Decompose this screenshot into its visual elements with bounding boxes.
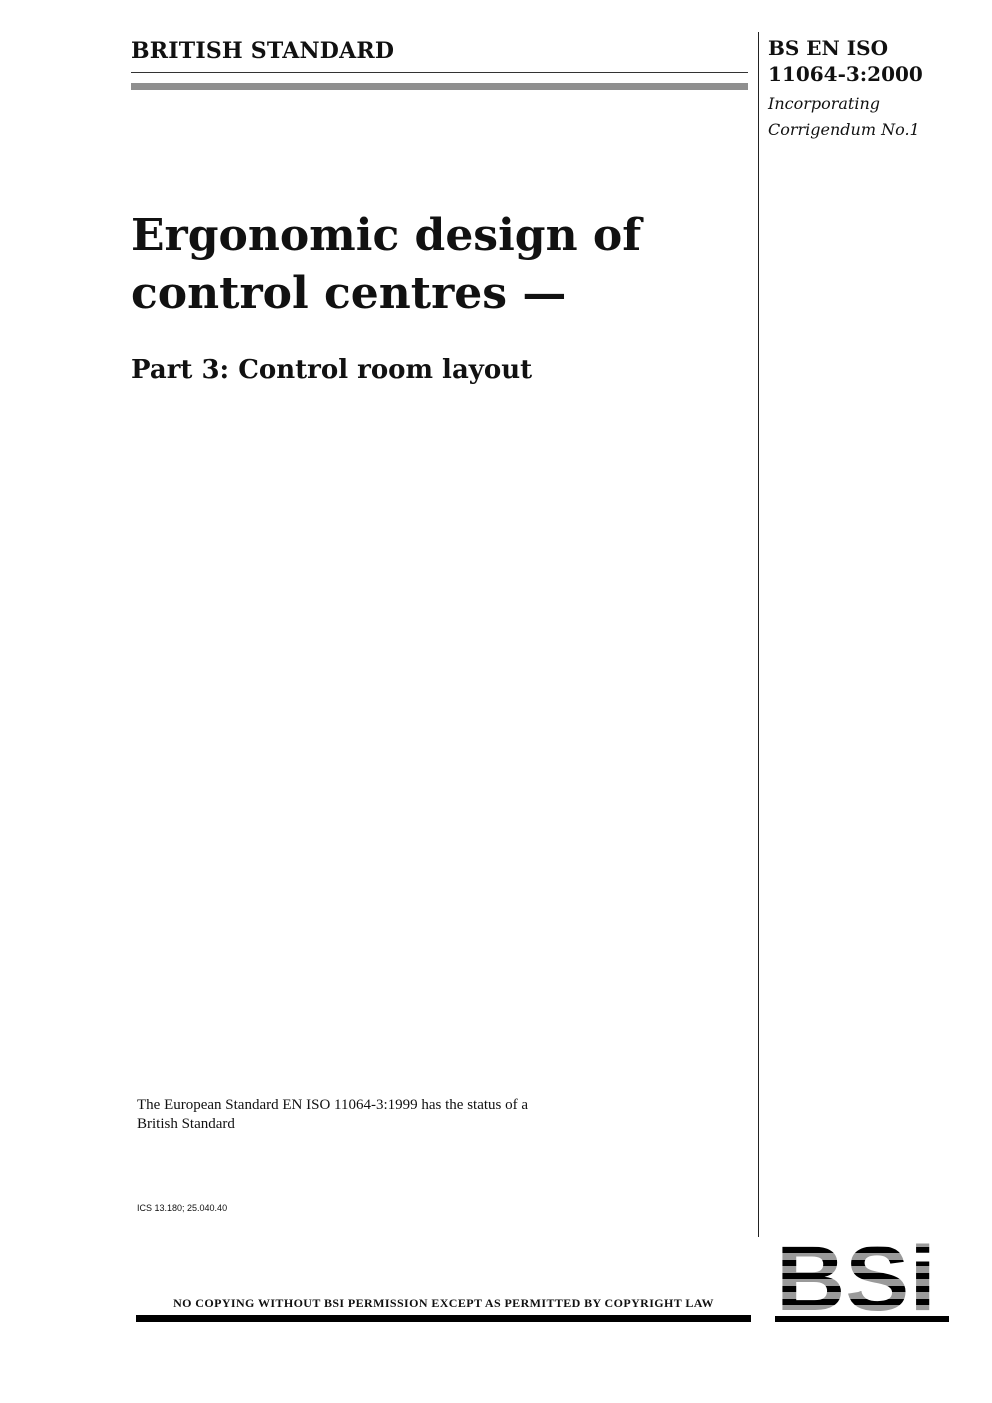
header-rule <box>131 72 748 89</box>
status-line1: The European Standard EN ISO 11064-3:1999 has the status of a <box>137 1097 529 1113</box>
document-type-label: BRITISH STANDARD <box>131 38 395 64</box>
standard-number-line1: BS EN ISO <box>768 36 889 60</box>
title-line2: control centres — <box>131 268 567 319</box>
document-title <box>131 207 641 323</box>
status-line2: British Standard <box>137 1116 235 1132</box>
document-subtitle: Part 3: Control room layout <box>131 355 533 385</box>
bsi-logo <box>775 1238 949 1322</box>
incorporating-note <box>768 91 920 143</box>
standard-number <box>768 35 923 87</box>
title-line1: Ergonomic design of <box>131 210 642 261</box>
ics-code: ICS 13.180; 25.040.40 <box>137 1203 228 1213</box>
standard-number-line2: 11064-3:2000 <box>768 62 923 86</box>
status-statement <box>137 1096 607 1134</box>
incorporating-line1: Incorporating <box>768 94 881 113</box>
copyright-notice: NO COPYING WITHOUT BSI PERMISSION EXCEPT AS PERMITTED BY COPYRIGHT LAW <box>173 1296 714 1310</box>
vertical-divider <box>758 32 759 1237</box>
header-thick-rule <box>131 83 748 90</box>
footer-rule <box>136 1315 751 1322</box>
header-thin-rule <box>131 72 748 73</box>
incorporating-line2: Corrigendum No.1 <box>768 120 920 139</box>
